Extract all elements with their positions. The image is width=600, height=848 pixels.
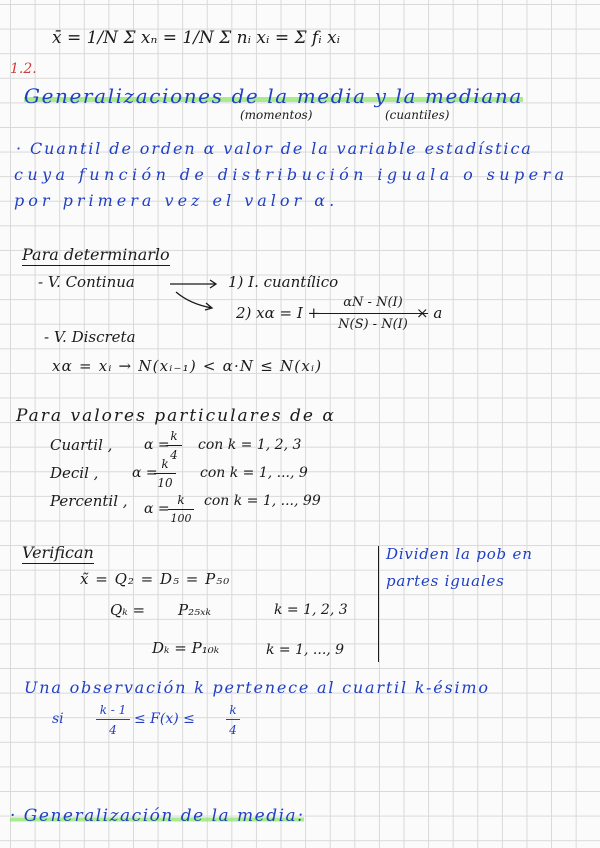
arrow-right-icon [170,280,216,288]
continua-step-2-prefix: 2) xα = I + [236,304,321,322]
percentil-condition: con k = 1, ..., 99 [204,493,321,509]
decil-frac-bar [154,473,176,474]
verifican-p25k: P₂₅ₓₖ [178,601,211,619]
definition-line-2: cuya función de distribución iguala o supera [14,165,569,184]
decil-condition: con k = 1, ..., 9 [200,465,308,481]
percentil-frac-bar [168,509,194,510]
percentil-label: Percentil , [50,492,128,510]
observacion-frac2-bar [226,719,240,720]
continua-label: - V. Continua [38,273,135,291]
verifican-dk: Dₖ = P₁₀ₖ [152,639,220,657]
percentil-alpha: α = [144,501,170,517]
section-number: 1.2. [10,61,37,77]
cuartil-alpha: α = [144,437,170,453]
cuartil-frac-bar [166,445,182,446]
verifican-text: Verifican [22,543,94,562]
para-determinarlo-text: Para determinarlo [22,245,170,264]
cuartil-frac-num: k [170,429,178,443]
discreta-label: - V. Discreta [44,328,136,346]
verifican-line-1: x̃ = Q₂ = D₅ = P₅₀ [80,570,231,588]
verifican-qk: Qₖ = [110,601,146,619]
percentil-frac-num: k [177,493,185,507]
mean-formula: x̄ = 1/N Σ xₙ = 1/N Σ nᵢ xᵢ = Σ fᵢ xᵢ [52,28,341,48]
observacion-middle: ≤ F(x) ≤ [134,711,195,727]
continua-fraction-bar [318,313,428,314]
decil-frac-den: 10 [157,476,173,490]
continua-fraction-denominator: N(S) - N(I) [338,317,408,332]
footer-heading: · Generalización de la media: [10,806,305,826]
observacion-frac1-num: k - 1 [99,703,127,717]
definition-line-1: · Cuantil de orden α valor de la variable estadística [16,139,533,158]
cuartil-frac-den: 4 [170,448,178,462]
verifican-note-1: Dividen la pob en [386,545,533,563]
observacion-si: si [52,711,64,727]
observacion-frac2-den: 4 [229,723,237,737]
continua-step-2-suffix: × a [416,304,443,322]
decil-label: Decil , [50,464,99,482]
percentil-frac-den: 100 [170,512,192,525]
cuartil-condition: con k = 1, 2, 3 [198,437,302,453]
decil-frac-num: k [161,457,169,471]
continua-fraction-numerator: αN - N(I) [343,295,403,310]
subtitle-moments: (momentos) [240,108,313,122]
decil-alpha: α = [132,465,158,481]
observacion-frac2-num: k [229,703,237,717]
subtitle-quantiles: (cuantiles) [385,108,450,122]
verifican-heading [22,545,94,561]
cuartil-label: Cuartil , [50,436,113,454]
verifican-qk-range: k = 1, 2, 3 [274,602,348,618]
para-determinarlo-heading [22,247,170,263]
observacion-frac1-bar [96,719,130,720]
grouping-brace [378,546,379,662]
verifican-dk-range: k = 1, ..., 9 [266,642,345,658]
particulares-heading: Para valores particulares de α [16,406,336,426]
section-title: Generalizaciones de la media y la mediana [24,84,523,108]
observacion-line-1: Una observación k pertenece al cuartil k-ésimo [24,678,490,697]
continua-step-1: 1) I. cuantílico [228,273,339,291]
observacion-frac1-den: 4 [109,723,117,737]
continua-arrows [166,272,226,316]
definition-line-3: por primera vez el valor α. [14,191,339,210]
verifican-note-2: partes iguales [386,572,505,590]
discreta-formula: xα = xᵢ → N(xᵢ₋₁) < α·N ≤ N(xᵢ) [52,357,323,375]
arrow-down-right-icon [176,292,212,310]
